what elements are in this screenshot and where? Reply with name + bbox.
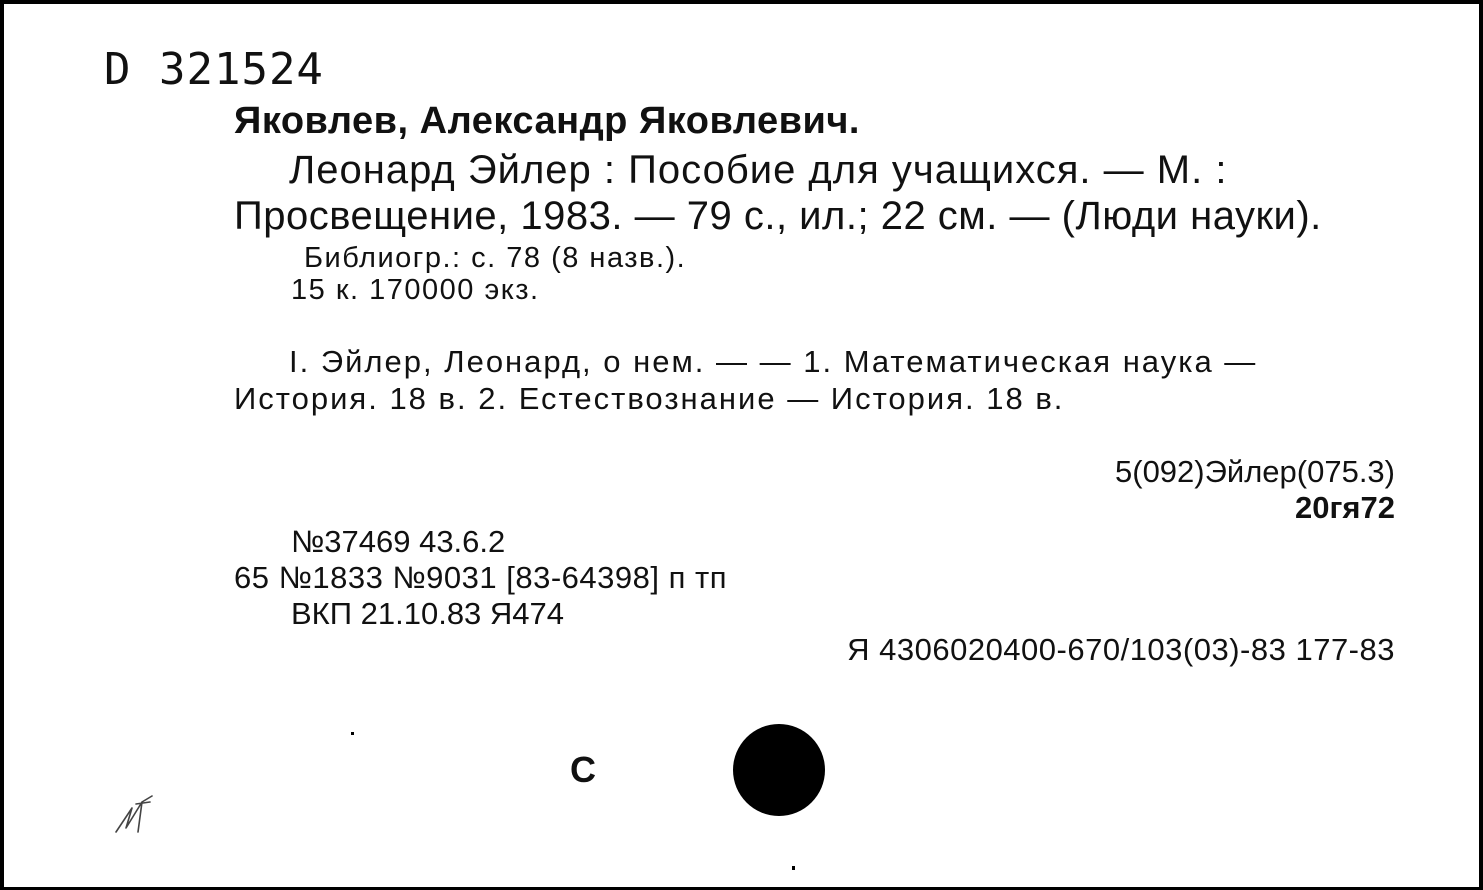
title-line-2: Просвещение, 1983. — 79 с., ил.; 22 см. — (Люди науки). — [234, 194, 1322, 238]
author-heading: Яковлев, Александр Яковлевич. — [234, 100, 860, 142]
registration-line-1: №37469 43.6.2 — [291, 524, 506, 559]
pencil-scribble-icon — [112, 792, 158, 838]
subject-headings-line-2: История. 18 в. 2. Естествознание — История. 18 в. — [234, 381, 1065, 416]
registration-line-3: ВКП 21.10.83 Я474 — [291, 596, 565, 631]
ink-speck — [792, 866, 795, 870]
ink-speck — [351, 732, 354, 735]
bbk-index: 20гя72 — [1295, 490, 1395, 525]
isbn-line: Я 4306020400-670/103(03)-83 177-83 — [847, 632, 1395, 667]
udc-index: 5(092)Эйлер(075.3) — [1115, 454, 1395, 489]
call-number: D 321524 — [104, 44, 324, 95]
punch-hole-icon — [733, 724, 825, 816]
subject-headings-line-1: I. Эйлер, Леонард, о нем. — — 1. Математическая наука — — [289, 344, 1258, 379]
registration-line-2: 65 №1833 №9031 [83-64398] п тп — [234, 560, 727, 595]
price-print-run: 15 к. 170000 экз. — [291, 274, 540, 306]
mark-letter: С — [570, 749, 596, 790]
title-line-1: Леонард Эйлер : Пособие для учащихся. — М. : — [289, 148, 1228, 192]
bibliography-note: Библиогр.: с. 78 (8 назв.). — [304, 242, 687, 274]
